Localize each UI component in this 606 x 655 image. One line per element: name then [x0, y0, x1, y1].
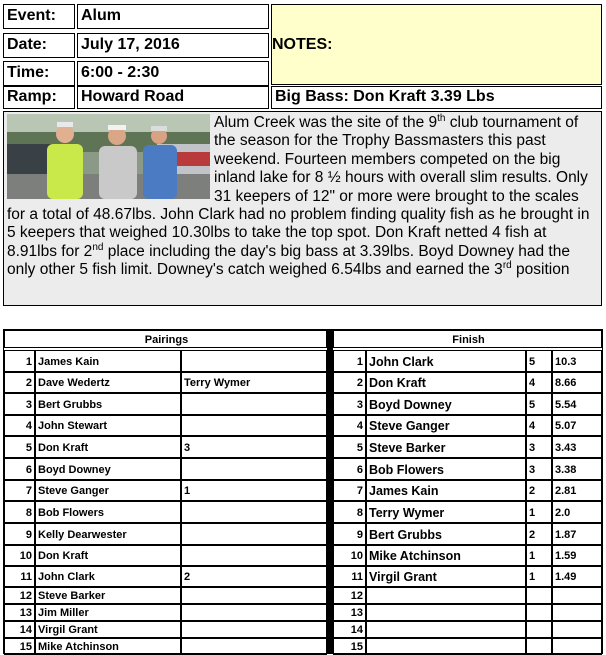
finish-angler: John Clark — [366, 350, 526, 372]
finish-weight — [552, 638, 602, 655]
pairings-row-number: 7 — [4, 480, 35, 501]
finish-angler: Boyd Downey — [366, 393, 526, 415]
finish-angler: Terry Wymer — [366, 501, 526, 523]
finish-row-number: 8 — [333, 501, 366, 523]
pairings-angler-b: 2 — [181, 566, 327, 587]
pairings-row-number: 10 — [4, 545, 35, 566]
finish-row-number: 13 — [333, 604, 366, 621]
finish-weight: 5.54 — [552, 393, 602, 415]
finish-angler — [366, 638, 526, 655]
finish-row-number: 3 — [333, 393, 366, 415]
pairings-angler-a: Boyd Downey — [35, 458, 181, 480]
pairings-row-number: 13 — [4, 604, 35, 621]
pairings-angler-b — [181, 415, 327, 436]
finish-weight: 2.0 — [552, 501, 602, 523]
finish-angler: James Kain — [366, 480, 526, 501]
finish-row-number: 1 — [333, 350, 366, 372]
pairings-title: Pairings — [4, 330, 327, 348]
pairings-angler-a: Mike Atchinson — [35, 638, 181, 655]
pairings-angler-a: Virgil Grant — [35, 621, 181, 638]
story-text-4: position — [511, 261, 570, 279]
pairings-angler-b — [181, 545, 327, 566]
finish-row-number: 6 — [333, 458, 366, 480]
finish-weight: 5.07 — [552, 415, 602, 436]
finish-angler — [366, 604, 526, 621]
finish-weight: 1.59 — [552, 545, 602, 566]
finish-angler: Steve Barker — [366, 436, 526, 458]
time-label: Time: — [3, 61, 75, 86]
finish-angler: Bert Grubbs — [366, 523, 526, 545]
finish-angler: Virgil Grant — [366, 566, 526, 587]
pairings-angler-a: John Clark — [35, 566, 181, 587]
finish-row-number: 12 — [333, 587, 366, 604]
story-sup-2: nd — [92, 241, 104, 253]
date-label: Date: — [3, 33, 75, 58]
finish-row-number: 15 — [333, 638, 366, 655]
finish-fish-count: 4 — [526, 372, 552, 393]
big-bass: Big Bass: Don Kraft 3.39 Lbs — [271, 86, 602, 109]
finish-title: Finish — [333, 330, 602, 348]
pairings-angler-a: Don Kraft — [35, 436, 181, 458]
pairings-angler-b: Terry Wymer — [181, 372, 327, 393]
finish-fish-count: 4 — [526, 415, 552, 436]
pairings-angler-b — [181, 458, 327, 480]
finish-angler: Steve Ganger — [366, 415, 526, 436]
finish-row-number: 4 — [333, 415, 366, 436]
pairings-row-number: 11 — [4, 566, 35, 587]
event-value: Alum — [77, 4, 269, 29]
pairings-angler-b: 3 — [181, 436, 327, 458]
finish-weight: 1.49 — [552, 566, 602, 587]
pairings-row-number: 4 — [4, 415, 35, 436]
story-text-2: club tournament of the season for the Trophy Bassmasters this past weekend. Fourteen members competed on the big inland lake for 8 ½ hours with overall slim results. Only 31 keepers of 12" or more were brought to the scales for a total of 48.67lbs. John Clark had no problem finding quality fish as he brought in 5 keepers that weighed 10.30lbs to take the top spot. Don Kraft netted 4 fish at 8.91lbs for 2 — [7, 114, 590, 260]
finish-fish-count: 1 — [526, 501, 552, 523]
pairings-angler-b — [181, 587, 327, 604]
finish-fish-count — [526, 604, 552, 621]
anglers-photo-image — [7, 114, 210, 199]
notes-box — [271, 4, 602, 85]
finish-weight: 3.43 — [552, 436, 602, 458]
pairings-angler-a: Dave Wedertz — [35, 372, 181, 393]
pairings-angler-a: Bob Flowers — [35, 501, 181, 523]
finish-row-number: 11 — [333, 566, 366, 587]
finish-fish-count — [526, 587, 552, 604]
date-value: July 17, 2016 — [77, 33, 269, 58]
pairings-row-number: 2 — [4, 372, 35, 393]
finish-fish-count: 3 — [526, 436, 552, 458]
pairings-angler-a: Kelly Dearwester — [35, 523, 181, 545]
pairings-angler-b — [181, 604, 327, 621]
story-text-1: Alum Creek was the site of the 9 — [214, 114, 438, 131]
finish-angler — [366, 587, 526, 604]
pairings-row-number: 3 — [4, 393, 35, 415]
pairings-row-number: 5 — [4, 436, 35, 458]
pairings-angler-b — [181, 393, 327, 415]
finish-row-number: 5 — [333, 436, 366, 458]
finish-fish-count: 1 — [526, 566, 552, 587]
finish-fish-count: 5 — [526, 393, 552, 415]
pairings-angler-b — [181, 501, 327, 523]
pairings-row-number: 8 — [4, 501, 35, 523]
finish-weight: 10.3 — [552, 350, 602, 372]
finish-row-number: 7 — [333, 480, 366, 501]
finish-weight: 2.81 — [552, 480, 602, 501]
pairings-row-number: 14 — [4, 621, 35, 638]
finish-weight — [552, 621, 602, 638]
finish-fish-count: 2 — [526, 523, 552, 545]
story-sup-1: th — [437, 112, 446, 124]
story-sup-3: rd — [502, 260, 512, 272]
finish-angler — [366, 621, 526, 638]
finish-weight: 3.38 — [552, 458, 602, 480]
story-text-3: place including the day's big bass at 3.39lbs. Boyd Downey had the only other 5 fish limit. Downey's catch weighed 6.54lbs and earned the 3 — [7, 242, 570, 279]
finish-angler: Mike Atchinson — [366, 545, 526, 566]
pairings-row-number: 9 — [4, 523, 35, 545]
finish-weight — [552, 587, 602, 604]
finish-fish-count: 3 — [526, 458, 552, 480]
notes-label: NOTES: — [272, 36, 333, 53]
pairings-row-number: 15 — [4, 638, 35, 655]
pairings-angler-b — [181, 523, 327, 545]
pairings-angler-b: 1 — [181, 480, 327, 501]
pairings-row-number: 6 — [4, 458, 35, 480]
finish-angler: Bob Flowers — [366, 458, 526, 480]
finish-weight: 1.87 — [552, 523, 602, 545]
event-label: Event: — [3, 4, 75, 29]
pairings-angler-a: John Stewart — [35, 415, 181, 436]
pairings-row-number: 12 — [4, 587, 35, 604]
pairings-angler-b — [181, 638, 327, 655]
ramp-label: Ramp: — [3, 86, 75, 109]
pairings-angler-b — [181, 350, 327, 372]
anglers-photo — [7, 114, 210, 199]
pairings-row-number: 1 — [4, 350, 35, 372]
ramp-value: Howard Road — [77, 86, 269, 109]
finish-fish-count: 2 — [526, 480, 552, 501]
finish-fish-count: 1 — [526, 545, 552, 566]
finish-fish-count — [526, 621, 552, 638]
finish-row-number: 14 — [333, 621, 366, 638]
pairings-angler-a: Bert Grubbs — [35, 393, 181, 415]
finish-row-number: 9 — [333, 523, 366, 545]
finish-fish-count: 5 — [526, 350, 552, 372]
finish-weight: 8.66 — [552, 372, 602, 393]
finish-row-number: 2 — [333, 372, 366, 393]
finish-fish-count — [526, 638, 552, 655]
pairings-angler-a: Steve Barker — [35, 587, 181, 604]
pairings-angler-b — [181, 621, 327, 638]
story-box — [3, 111, 602, 306]
pairings-angler-a: Steve Ganger — [35, 480, 181, 501]
time-value: 6:00 - 2:30 — [77, 61, 269, 86]
finish-angler: Don Kraft — [366, 372, 526, 393]
pairings-angler-a: Jim Miller — [35, 604, 181, 621]
pairings-angler-a: Don Kraft — [35, 545, 181, 566]
pairings-angler-a: James Kain — [35, 350, 181, 372]
finish-weight — [552, 604, 602, 621]
finish-row-number: 10 — [333, 545, 366, 566]
